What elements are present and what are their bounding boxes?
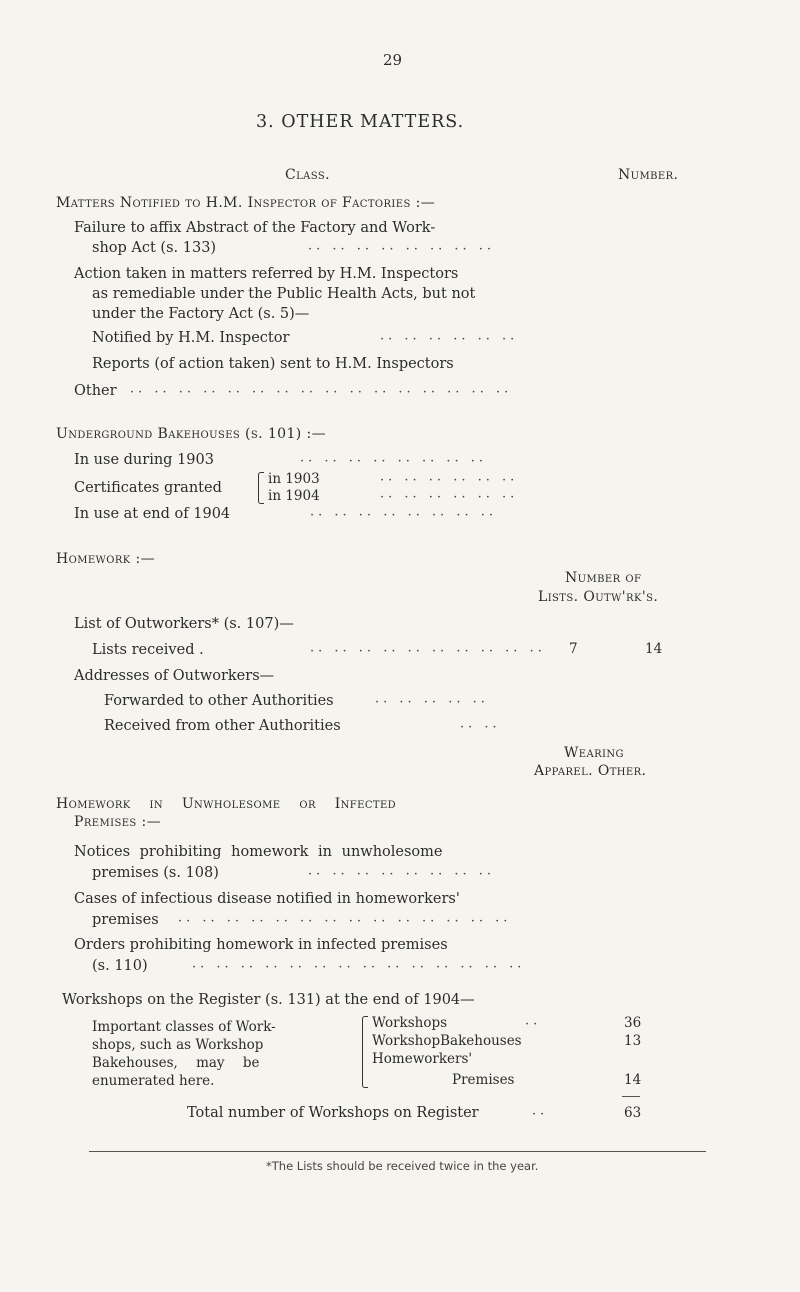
workshops-label: Workshops bbox=[372, 1015, 448, 1031]
orders-line-1: Orders prohibiting homework in infected premises bbox=[74, 937, 448, 953]
footnote: *The Lists should be received twice in the year. bbox=[266, 1159, 539, 1173]
total-value: 63 bbox=[624, 1105, 642, 1121]
leader-dots: ·· ·· ·· ·· ·· ·· bbox=[380, 473, 519, 488]
workshop-bakehouses-value: 13 bbox=[624, 1033, 642, 1049]
leader-dots: ·· ·· ·· ·· ·· ·· ·· ·· ·· ·· ·· ·· ·· ·· bbox=[192, 960, 526, 975]
unwholesome-heading-1: Homework in Unwholesome or Infected bbox=[56, 796, 397, 812]
bakehouses-heading: Underground Bakehouses (s. 101) :— bbox=[56, 426, 326, 442]
register-note-1: Important classes of Work- bbox=[92, 1019, 276, 1035]
homework-heading: Homework :— bbox=[56, 551, 155, 567]
failure-line-2: shop Act (s. 133) bbox=[92, 240, 217, 256]
unwholesome-heading-2: Premises :— bbox=[74, 814, 162, 830]
premises-label: Premises bbox=[452, 1072, 515, 1088]
received-from-authorities: Received from other Authorities bbox=[104, 718, 341, 734]
leader-dots: ·· ·· ·· ·· ·· ·· bbox=[380, 332, 519, 347]
leader-dots: ·· ·· ·· ·· ·· ·· bbox=[380, 490, 519, 505]
outworkers-value: 14 bbox=[645, 641, 663, 657]
notices-line-1: Notices prohibiting homework in unwholesome bbox=[74, 844, 443, 860]
homeworkers-premises-value: 14 bbox=[624, 1072, 642, 1088]
register-note-2: shops, such as Workshop bbox=[92, 1037, 264, 1053]
leader-dots: ·· ·· ·· ·· ·· bbox=[375, 695, 489, 710]
certificates-granted: Certificates granted bbox=[74, 480, 222, 496]
notices-line-2: premises (s. 108) bbox=[92, 865, 219, 881]
brace bbox=[258, 472, 264, 504]
other-label: Other bbox=[74, 383, 117, 399]
action-line-2: as remediable under the Public Health Acts, but not bbox=[92, 286, 476, 302]
sum-rule bbox=[622, 1096, 640, 1097]
in-use-end-1904: In use at end of 1904 bbox=[74, 506, 231, 522]
cases-line-1: Cases of infectious disease notified in homeworkers' bbox=[74, 891, 460, 907]
apparel-other-header: Apparel. Other. bbox=[534, 763, 647, 779]
register-note-4: enumerated here. bbox=[92, 1073, 215, 1089]
leader-dots: ·· ·· ·· ·· ·· ·· ·· ·· bbox=[300, 454, 488, 469]
footnote-rule bbox=[89, 1151, 706, 1152]
leader-dots: ·· ·· ·· ·· ·· ·· ·· ·· ·· ·· ·· ·· ·· ·· ·· ·· bbox=[130, 385, 513, 400]
column-header-class: Class. bbox=[285, 167, 330, 183]
certificates-1904: in 1904 bbox=[268, 488, 320, 504]
workshops-value: 36 bbox=[624, 1015, 642, 1031]
section-title: 3. OTHER MATTERS. bbox=[256, 112, 465, 132]
number-of-header: Number of bbox=[565, 570, 642, 586]
column-header-number: Number. bbox=[618, 167, 679, 183]
brace bbox=[362, 1016, 368, 1088]
leader-dots: ·· ·· ·· ·· ·· ·· ·· ·· bbox=[308, 242, 496, 257]
register-note-3: Bakehouses, may be bbox=[92, 1055, 260, 1071]
forwarded-to-authorities: Forwarded to other Authorities bbox=[104, 693, 334, 709]
leader-dots: ·· bbox=[525, 1017, 542, 1032]
leader-dots: ·· ·· ·· ·· ·· ·· ·· ·· bbox=[308, 867, 496, 882]
in-use-1903: In use during 1903 bbox=[74, 452, 214, 468]
lists-value: 7 bbox=[569, 641, 578, 657]
failure-line-1: Failure to affix Abstract of the Factory and Work- bbox=[74, 220, 436, 236]
list-of-outworkers: List of Outworkers* (s. 107)— bbox=[74, 616, 294, 632]
certificates-1903: in 1903 bbox=[268, 471, 320, 487]
leader-dots: ·· ·· ·· ·· ·· ·· ·· ·· ·· ·· ·· ·· ·· ·· bbox=[178, 914, 512, 929]
leader-dots: ·· ·· bbox=[460, 720, 501, 735]
register-heading: Workshops on the Register (s. 131) at the end of 1904— bbox=[62, 992, 475, 1008]
lists-received: Lists received . bbox=[92, 642, 204, 658]
page-number: 29 bbox=[383, 51, 403, 69]
action-line-3: under the Factory Act (s. 5)— bbox=[92, 306, 310, 322]
inspector-heading: Matters Notified to H.M. Inspector of Factories :— bbox=[56, 195, 436, 211]
leader-dots: ·· ·· ·· ·· ·· ·· ·· ·· bbox=[310, 508, 498, 523]
lists-outworkers-header: Lists. Outw'rk's. bbox=[538, 589, 659, 605]
workshop-bakehouses-label: WorkshopBakehouses bbox=[372, 1033, 522, 1049]
wearing-header: Wearing bbox=[564, 745, 624, 761]
notified-by-inspector: Notified by H.M. Inspector bbox=[92, 330, 290, 346]
total-label: Total number of Workshops on Register bbox=[187, 1105, 479, 1121]
addresses-of-outworkers: Addresses of Outworkers— bbox=[74, 668, 275, 684]
homeworkers-label: Homeworkers' bbox=[372, 1051, 473, 1067]
cases-line-2: premises bbox=[92, 912, 159, 928]
leader-dots: ·· bbox=[532, 1107, 549, 1122]
orders-line-2: (s. 110) bbox=[92, 958, 148, 974]
action-line-1: Action taken in matters referred by H.M. Inspectors bbox=[74, 266, 459, 282]
leader-dots: ·· ·· ·· ·· ·· ·· ·· ·· ·· ·· bbox=[310, 644, 546, 659]
reports-sent: Reports (of action taken) sent to H.M. Inspectors bbox=[92, 356, 454, 372]
